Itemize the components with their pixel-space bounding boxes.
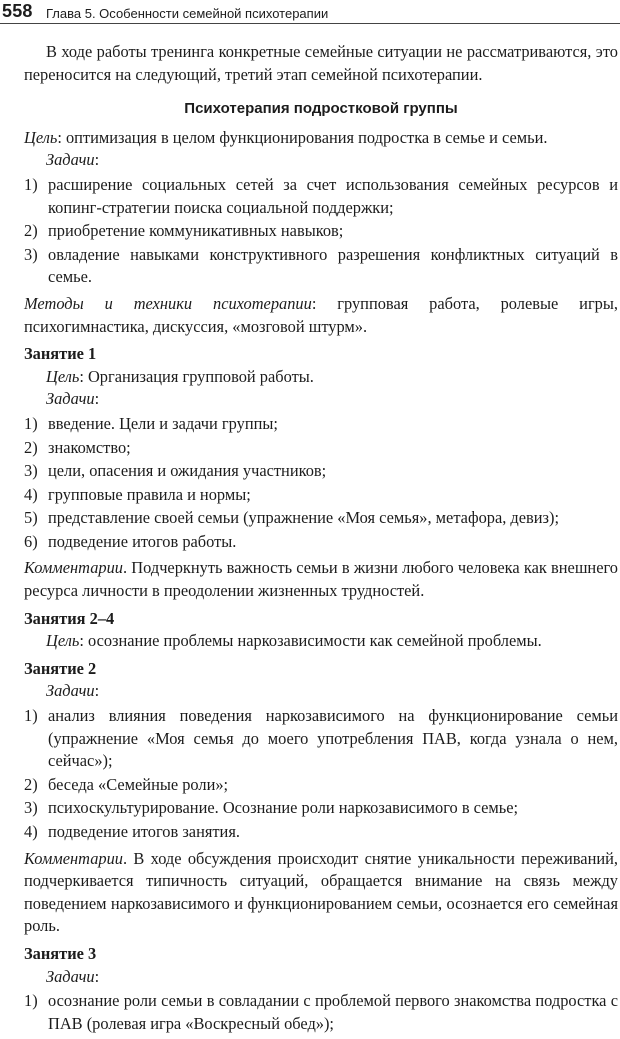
lesson1-title: Занятие 1 [24, 344, 97, 364]
page-number: 558 [2, 1, 33, 21]
list-item: 2) знакомство; [24, 437, 131, 457]
lesson2-comment: Комментарии. В ходе обсуждения происходит снятие уникальности переживаний, подчеркивается типичность ситуаций, обращается внимание на связь между поведением наркозависимого и функционированием семьи, осознается его семейная роль. [24, 848, 618, 936]
methods-text: : групповая работа, ролевые игры, психогимнастика, дискуссия, «мозговой штурм». [24, 293, 618, 336]
goal-label: Цель [24, 127, 58, 147]
section-goal [24, 127, 618, 150]
list-item: 3) психоскультурирование. Осознание роли наркозависимого в семье; [24, 798, 519, 818]
lesson1-comment: Комментарии. Подчеркнуть важность семьи в жизни любого человека как внешнего ресурса личности в преодолении жизненных трудностей. [24, 558, 618, 601]
lessons2-4-title: Занятия 2–4 [24, 608, 115, 628]
list-item: 2) беседа «Семейные роли»; [24, 774, 229, 794]
goal-text: : оптимизация в целом функционирования подростка в семье и семьи. [57, 127, 548, 147]
list-item: 1) расширение социальных сетей за счет использования семейных ресурсов и копинг-стратегии поиска социальной поддержки; [24, 174, 618, 217]
list-item: 2) приобретение коммуникативных навыков; [24, 221, 344, 241]
page-header [0, 0, 620, 26]
list-item: 5) представление своей семьи (упражнение «Моя семья», метафора, девиз); [24, 508, 560, 528]
methods-paragraph [24, 293, 618, 338]
list-item: 3) овладение навыками конструктивного разрешения конфликтных ситуаций в семье. [24, 244, 618, 287]
list-item: 3) цели, опасения и ожидания участников; [24, 461, 327, 481]
list-item: 1) введение. Цели и задачи группы; [24, 413, 278, 433]
list-item: 1) анализ влияния поведения наркозависимого на функционирование семьи (упражнение «Моя семья до моего употребления ПАВ, когда узнала о нем, сейчас»); [24, 706, 618, 771]
list-item: 6) подведение итогов работы. [24, 531, 237, 551]
section-tasks-label: Задачи: [46, 150, 100, 170]
methods-label: Методы и техники психотерапии [24, 293, 312, 313]
lesson3-tasks-label: Задачи: [46, 966, 100, 986]
lesson3-task-list [24, 990, 618, 1035]
list-item: 4) подведение итогов занятия. [24, 822, 240, 841]
section-task-list [24, 174, 618, 289]
intro-paragraph: В ходе работы тренинга конкретные семейные ситуации не рассматриваются, это переносится на следующий, третий этап семейной психотерапии. [24, 42, 618, 84]
lesson2-title: Занятие 2 [24, 658, 97, 678]
lesson2-task-list [24, 705, 618, 844]
running-head: Глава 5. Особенности семейной психотерапии [46, 6, 329, 21]
list-item: 1) осознание роли семьи в совладании с проблемой первого знакомства подростка с ПАВ (ролевая игра «Воскресный обед»); [24, 991, 618, 1033]
lesson2-tasks-label: Задачи: [46, 681, 100, 701]
lesson1-task-list [24, 413, 618, 554]
lesson1-goal: Цель: Организация групповой работы. [46, 366, 314, 386]
lesson1-tasks-label: Задачи: [46, 389, 100, 409]
body-text [24, 41, 618, 1039]
list-item: 4) групповые правила и нормы; [24, 484, 251, 504]
section-title: Психотерапия подростковой группы [184, 100, 458, 118]
header-rule [0, 23, 620, 24]
lesson3-title: Занятие 3 [24, 943, 97, 963]
lessons2-4-goal: Цель: осознание проблемы наркозависимости как семейной проблемы. [46, 631, 542, 651]
